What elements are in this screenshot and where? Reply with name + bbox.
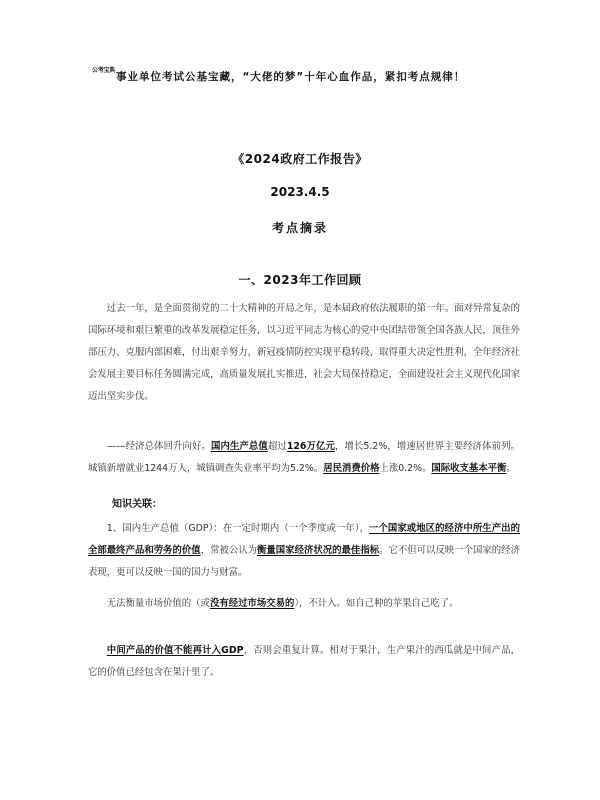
paragraph-economy bbox=[88, 436, 520, 480]
highlight-indicator: 衡量国家经济状况的最佳指标 bbox=[257, 545, 380, 556]
paragraph-intermediate-goods bbox=[88, 640, 520, 684]
document-subtitle: 考点摘录 bbox=[271, 221, 328, 235]
text-segment: 无法衡量市场价值的（或 bbox=[106, 598, 210, 609]
text-segment: 。它不但可以反映一个国家的经济表现，更可以反映一国的国力与财富。 bbox=[88, 545, 520, 578]
text-segment: 上涨0.2%。 bbox=[379, 463, 432, 474]
text-segment: ，增长5.2%，增速居世界主要经济体前列。城镇新增就业1244万人，城镇调查失业率平均为5.2%。 bbox=[88, 441, 520, 474]
highlight-gdp-value: 126万亿元 bbox=[286, 441, 335, 452]
highlight-no-trade: 没有经过市场交易的 bbox=[209, 598, 295, 609]
text-segment: ，常被公认为 bbox=[200, 545, 258, 556]
text-segment: 超过 bbox=[267, 441, 287, 452]
highlight-intermediate: 中间产品的价值不能再计入GDP bbox=[106, 645, 244, 656]
section-heading: 一、2023年工作回顾 bbox=[238, 273, 362, 287]
text-segment: 。 bbox=[506, 463, 516, 474]
page-header bbox=[92, 63, 552, 91]
document-title: 《2024政府工作报告》 bbox=[232, 152, 368, 166]
header-tagline: 事业单位考试公基宝藏，“大佬的梦”十年心血作品，紧扣考点规律！ bbox=[116, 71, 466, 83]
paragraph-market-value bbox=[88, 593, 520, 615]
paragraph-review: 过去一年，是全面贯彻党的二十大精神的开局之年，是本届政府依法履职的第一年。面对异常复杂的国际环境和艰巨繁重的改革发展稳定任务，以习近平同志为核心的党中央团结带领全国各族人民，顶住外部压力、克服内部困难，付出艰辛努力，新冠疫情防控实现平稳转段，取得重大决定性胜利，全年经济社会发展主要目标任务圆满完成，高质量发展扎实推进，社会大局保持稳定，全面建设社会主义现代化国家迈出坚实步伐。 bbox=[88, 303, 520, 402]
highlight-definition: 一个国家或地区的经济中所生产出的全部最终产品和劳务的价值 bbox=[88, 523, 520, 556]
highlight-cpi: 居民消费价格 bbox=[323, 463, 380, 474]
highlight-balance: 国际收支基本平衡 bbox=[431, 463, 507, 474]
text-segment: 1、国内生产总值（GDP）：在一定时期内（一个季度或一年）， bbox=[106, 523, 370, 534]
text-segment: ，否则会重复计算。相对于果汁，生产果汁的西瓜就是中间产品，它的价值已经包含在果汁里了。 bbox=[88, 645, 520, 678]
highlight-gdp: 国内生产总值 bbox=[210, 441, 268, 452]
logo-text: 公考宝典 bbox=[92, 67, 115, 74]
document-date: 2023.4.5 bbox=[270, 185, 330, 199]
text-segment: ——经济总体回升向好。 bbox=[106, 441, 211, 452]
paragraph-gdp-definition bbox=[88, 518, 520, 584]
knowledge-label: 知识关联： bbox=[112, 499, 162, 510]
text-segment: ），不计入。如自己种的苹果自己吃了。 bbox=[294, 598, 459, 609]
